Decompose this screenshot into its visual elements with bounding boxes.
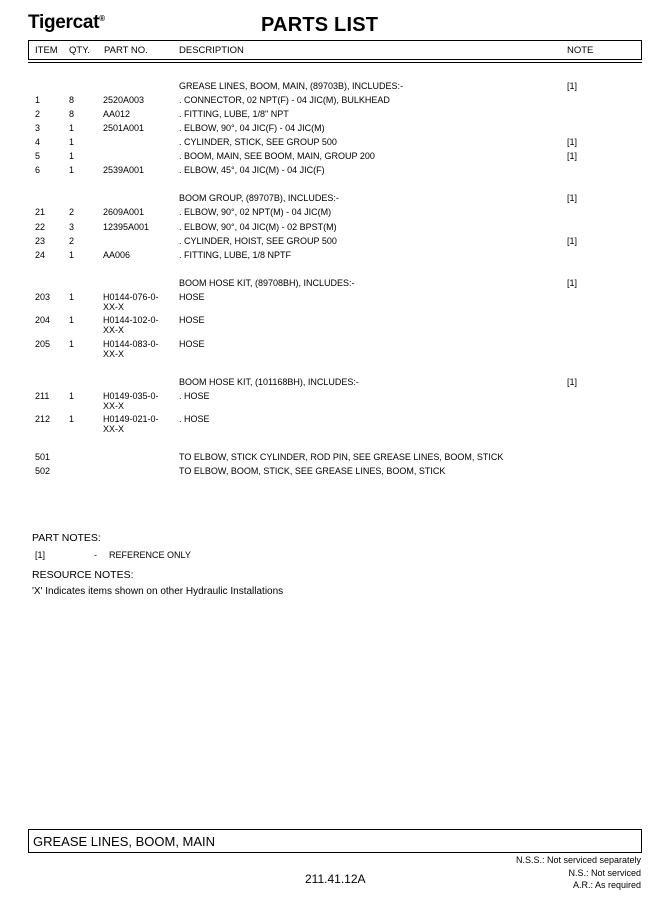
cell-desc: . FITTING, LUBE, 1/8 NPTF xyxy=(179,250,292,260)
cell-qty: 1 xyxy=(69,339,75,349)
cell-desc: . HOSE xyxy=(179,391,210,401)
cell-note: [1] xyxy=(567,236,578,246)
cell-desc: . ELBOW, 90°, 04 JIC(M) - 02 BPST(M) xyxy=(179,222,337,232)
part-note-ref: [1] xyxy=(35,550,46,560)
cell-qty: 8 xyxy=(69,109,75,119)
cell-part: 12395A001 xyxy=(103,222,150,232)
cell-desc: BOOM HOSE KIT, (101168BH), INCLUDES:- xyxy=(179,377,359,387)
cell-desc: HOSE xyxy=(179,315,205,325)
cell-qty: 1 xyxy=(69,250,75,260)
cell-part: 2501A001 xyxy=(103,123,145,133)
cell-part: H0149-021-0- XX-X xyxy=(103,414,159,434)
col-qty-header: QTY. xyxy=(69,45,90,56)
cell-qty: 1 xyxy=(69,292,75,302)
cell-item: 21 xyxy=(35,207,46,217)
cell-note: [1] xyxy=(567,81,578,91)
cell-desc: TO ELBOW, BOOM, STICK, SEE GREASE LINES, BOOM, STICK xyxy=(179,466,446,476)
cell-item: 24 xyxy=(35,250,46,260)
cell-part: 2609A001 xyxy=(103,207,145,217)
cell-note: [1] xyxy=(567,377,578,387)
cell-note: [1] xyxy=(567,193,578,203)
cell-item: 6 xyxy=(35,165,41,175)
cell-item: 2 xyxy=(35,109,41,119)
page-title: PARTS LIST xyxy=(261,14,379,36)
legend-nss: N.S.S.: Not serviced separately xyxy=(515,855,641,865)
cell-item: 204 xyxy=(35,315,51,325)
cell-part: H0144-102-0- XX-X xyxy=(103,315,159,335)
cell-qty: 1 xyxy=(69,137,75,147)
cell-item: 205 xyxy=(35,339,51,349)
cell-desc: . HOSE xyxy=(179,414,210,424)
cell-desc: BOOM HOSE KIT, (89708BH), INCLUDES:- xyxy=(179,278,355,288)
legend-ar: A.R.: As required xyxy=(572,880,641,890)
cell-part: H0144-083-0- XX-X xyxy=(103,339,159,359)
cell-part: AA006 xyxy=(103,250,131,260)
cell-qty: 1 xyxy=(69,165,75,175)
cell-item: 1 xyxy=(35,95,41,105)
part-notes-title: PART NOTES: xyxy=(32,532,101,544)
cell-item: 212 xyxy=(35,414,51,424)
cell-note: [1] xyxy=(567,278,578,288)
legend-ns: N.S.: Not serviced xyxy=(568,868,641,878)
cell-desc: TO ELBOW, STICK CYLINDER, ROD PIN, SEE GREASE LINES, BOOM, STICK xyxy=(179,452,504,462)
cell-part: H0144-076-0- XX-X xyxy=(103,292,159,312)
cell-desc: . FITTING, LUBE, 1/8" NPT xyxy=(179,109,289,119)
cell-desc: . CYLINDER, STICK, SEE GROUP 500 xyxy=(179,137,337,147)
cell-desc: . ELBOW, 90°, 02 NPT(M) - 04 JIC(M) xyxy=(179,207,332,217)
cell-desc: BOOM GROUP, (89707B), INCLUDES:- xyxy=(179,193,339,203)
tigercat-logo: Tigercat® xyxy=(28,12,105,33)
cell-item: 4 xyxy=(35,137,41,147)
resource-note-text: 'X' Indicates items shown on other Hydraulic Installations xyxy=(32,586,284,597)
cell-item: 501 xyxy=(35,452,51,462)
cell-qty: 1 xyxy=(69,414,75,424)
cell-desc: . CYLINDER, HOIST, SEE GROUP 500 xyxy=(179,236,337,246)
cell-desc: GREASE LINES, BOOM, MAIN, (89703B), INCLUDES:- xyxy=(179,81,404,91)
col-item-header: ITEM xyxy=(35,45,58,56)
section-title: GREASE LINES, BOOM, MAIN xyxy=(33,834,216,849)
col-note-header: NOTE xyxy=(567,45,594,56)
cell-qty: 2 xyxy=(69,236,75,246)
col-part-header: PART NO. xyxy=(104,45,148,56)
cell-desc: . CONNECTOR, 02 NPT(F) - 04 JIC(M), BULKHEAD xyxy=(179,95,390,105)
cell-part: 2539A001 xyxy=(103,165,145,175)
cell-note: [1] xyxy=(567,137,578,147)
cell-item: 3 xyxy=(35,123,41,133)
cell-item: 211 xyxy=(35,391,50,401)
cell-qty: 8 xyxy=(69,95,75,105)
cell-desc: HOSE xyxy=(179,292,205,302)
cell-desc: . BOOM, MAIN, SEE BOOM, MAIN, GROUP 200 xyxy=(179,151,375,161)
cell-desc: . ELBOW, 90°, 04 JIC(F) - 04 JIC(M) xyxy=(179,123,325,133)
cell-qty: 1 xyxy=(69,391,75,401)
cell-item: 22 xyxy=(35,222,46,232)
cell-qty: 2 xyxy=(69,207,75,217)
resource-notes-title: RESOURCE NOTES: xyxy=(32,569,134,581)
cell-part: 2520A003 xyxy=(103,95,145,105)
cell-part: H0149-035-0- XX-X xyxy=(103,391,159,411)
section-title-box xyxy=(28,829,642,853)
registered-mark: ® xyxy=(99,14,105,23)
cell-qty: 1 xyxy=(69,123,75,133)
cell-item: 5 xyxy=(35,151,41,161)
cell-note: [1] xyxy=(567,151,578,161)
col-desc-header: DESCRIPTION xyxy=(179,45,244,56)
cell-item: 502 xyxy=(35,466,51,476)
cell-desc: . ELBOW, 45°, 04 JIC(M) - 04 JIC(F) xyxy=(179,165,325,175)
cell-qty: 1 xyxy=(69,151,75,161)
page-number: 211.41.12A xyxy=(305,872,366,886)
cell-item: 203 xyxy=(35,292,51,302)
cell-qty: 1 xyxy=(69,315,75,325)
part-note-text: REFERENCE ONLY xyxy=(109,550,191,560)
cell-part: AA012 xyxy=(103,109,131,119)
cell-item: 23 xyxy=(35,236,46,246)
table-header xyxy=(28,40,642,60)
cell-desc: HOSE xyxy=(179,339,205,349)
part-note-dash: - xyxy=(94,550,97,560)
header-divider xyxy=(28,62,642,63)
cell-qty: 3 xyxy=(69,222,75,232)
